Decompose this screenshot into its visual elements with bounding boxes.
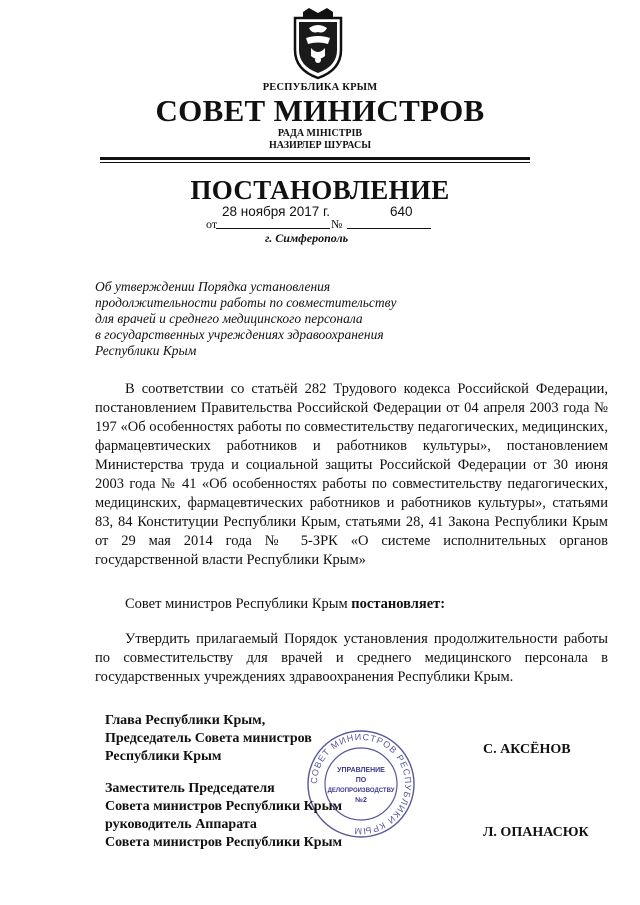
stamp-line: УПРАВЛЕНИЕ	[337, 767, 385, 774]
signature-block-head	[105, 712, 312, 766]
resolution-verb: постановляет:	[351, 596, 446, 612]
number-prefix: №	[331, 217, 343, 231]
coat-of-arms-icon	[289, 8, 347, 80]
decree-subject	[95, 279, 475, 359]
rada-label: РАДА МІНІСТРІВ	[277, 128, 363, 139]
stamp-ring-text: СОВЕТ МИНИСТРОВ РЕСПУБЛИКИ КРЫМ	[308, 731, 414, 837]
decision-paragraph: Утвердить прилагаемый Порядок установления продолжительности работы по совместительству для врачей и среднего медицинского персонала в государственных учреждениях здравоохранения Республики Крым.	[95, 631, 608, 685]
date-prefix: от	[206, 217, 218, 231]
republic-label: РЕСПУБЛИКА КРЫМ	[262, 82, 378, 93]
signature-block-deputy	[105, 780, 342, 852]
council-title: СОВЕТ МИНИСТРОВ	[155, 93, 485, 128]
subject-line: для врачей и среднего медицинского персонала	[95, 311, 363, 326]
resolution-lead: Совет министров Республики Крым	[125, 596, 352, 612]
signature-title-line: Председатель Совета министров	[105, 731, 312, 746]
preamble-paragraph: В соответствии со статьёй 282 Трудового кодекса Российской Федерации, постановлением Правительства Российской Федерации от 04 апреля 2003 года № 197 «Об особенностях работы по совместительству педагогических, медицинских, фармацевтических работников и работников культуры», постановлением Министерства труда и социальной защиты Российской Федерации от 30 июня 2003 года № 41 «Об особенностях работы по совместительству педагогических, медицинских, фармацевтических работников и работников культуры», статьями 83, 84 Конституции Республики Крым, статьями 28, 41 Закона Республики Крым от 29 мая 2014 года № 5-ЗРК «О системе исполнительных органов государственной власти Республики Крым»	[95, 381, 608, 568]
signatory-name-head: С. АКСЁНОВ	[483, 742, 571, 757]
header-rule-thick	[100, 157, 530, 160]
signature-title-line: руководитель Аппарата	[105, 817, 257, 832]
decree-date: 28 ноября 2017 г.	[222, 204, 330, 219]
resolution-paragraph	[95, 595, 608, 614]
subject-line: Республики Крым	[95, 343, 197, 358]
decree-number: 640	[390, 204, 413, 219]
signature-title-line: Совета министров Республики Крым	[105, 835, 343, 850]
document-type: ПОСТАНОВЛЕНИЕ	[190, 175, 450, 205]
number-underline	[347, 228, 431, 229]
stamp-line: ПО	[355, 777, 367, 784]
signatory-name-deputy: Л. ОПАНАСЮК	[483, 825, 589, 840]
signature-title-line: Республики Крым	[105, 749, 222, 764]
subject-line: Об утверждении Порядка установления	[95, 279, 331, 294]
subject-line: в государственных учреждениях здравоохранения	[95, 327, 384, 342]
subject-line: продолжительности работы по совместительству	[95, 295, 397, 310]
city-label: г. Симферополь	[265, 231, 349, 245]
signature-title-line: Заместитель Председателя	[105, 781, 275, 796]
signature-title-line: Совета министров Республики Крым	[105, 799, 343, 814]
stamp-line: №2	[355, 797, 367, 804]
date-underline	[216, 228, 330, 229]
signature-title-line: Глава Республики Крым,	[105, 713, 266, 728]
header-rule-thin	[100, 162, 530, 163]
nazirler-label: НАЗИРЛЕР ШУРАСЫ	[268, 140, 372, 151]
stamp-line: ДЕЛОПРОИЗВОДСТВУ	[327, 788, 395, 794]
